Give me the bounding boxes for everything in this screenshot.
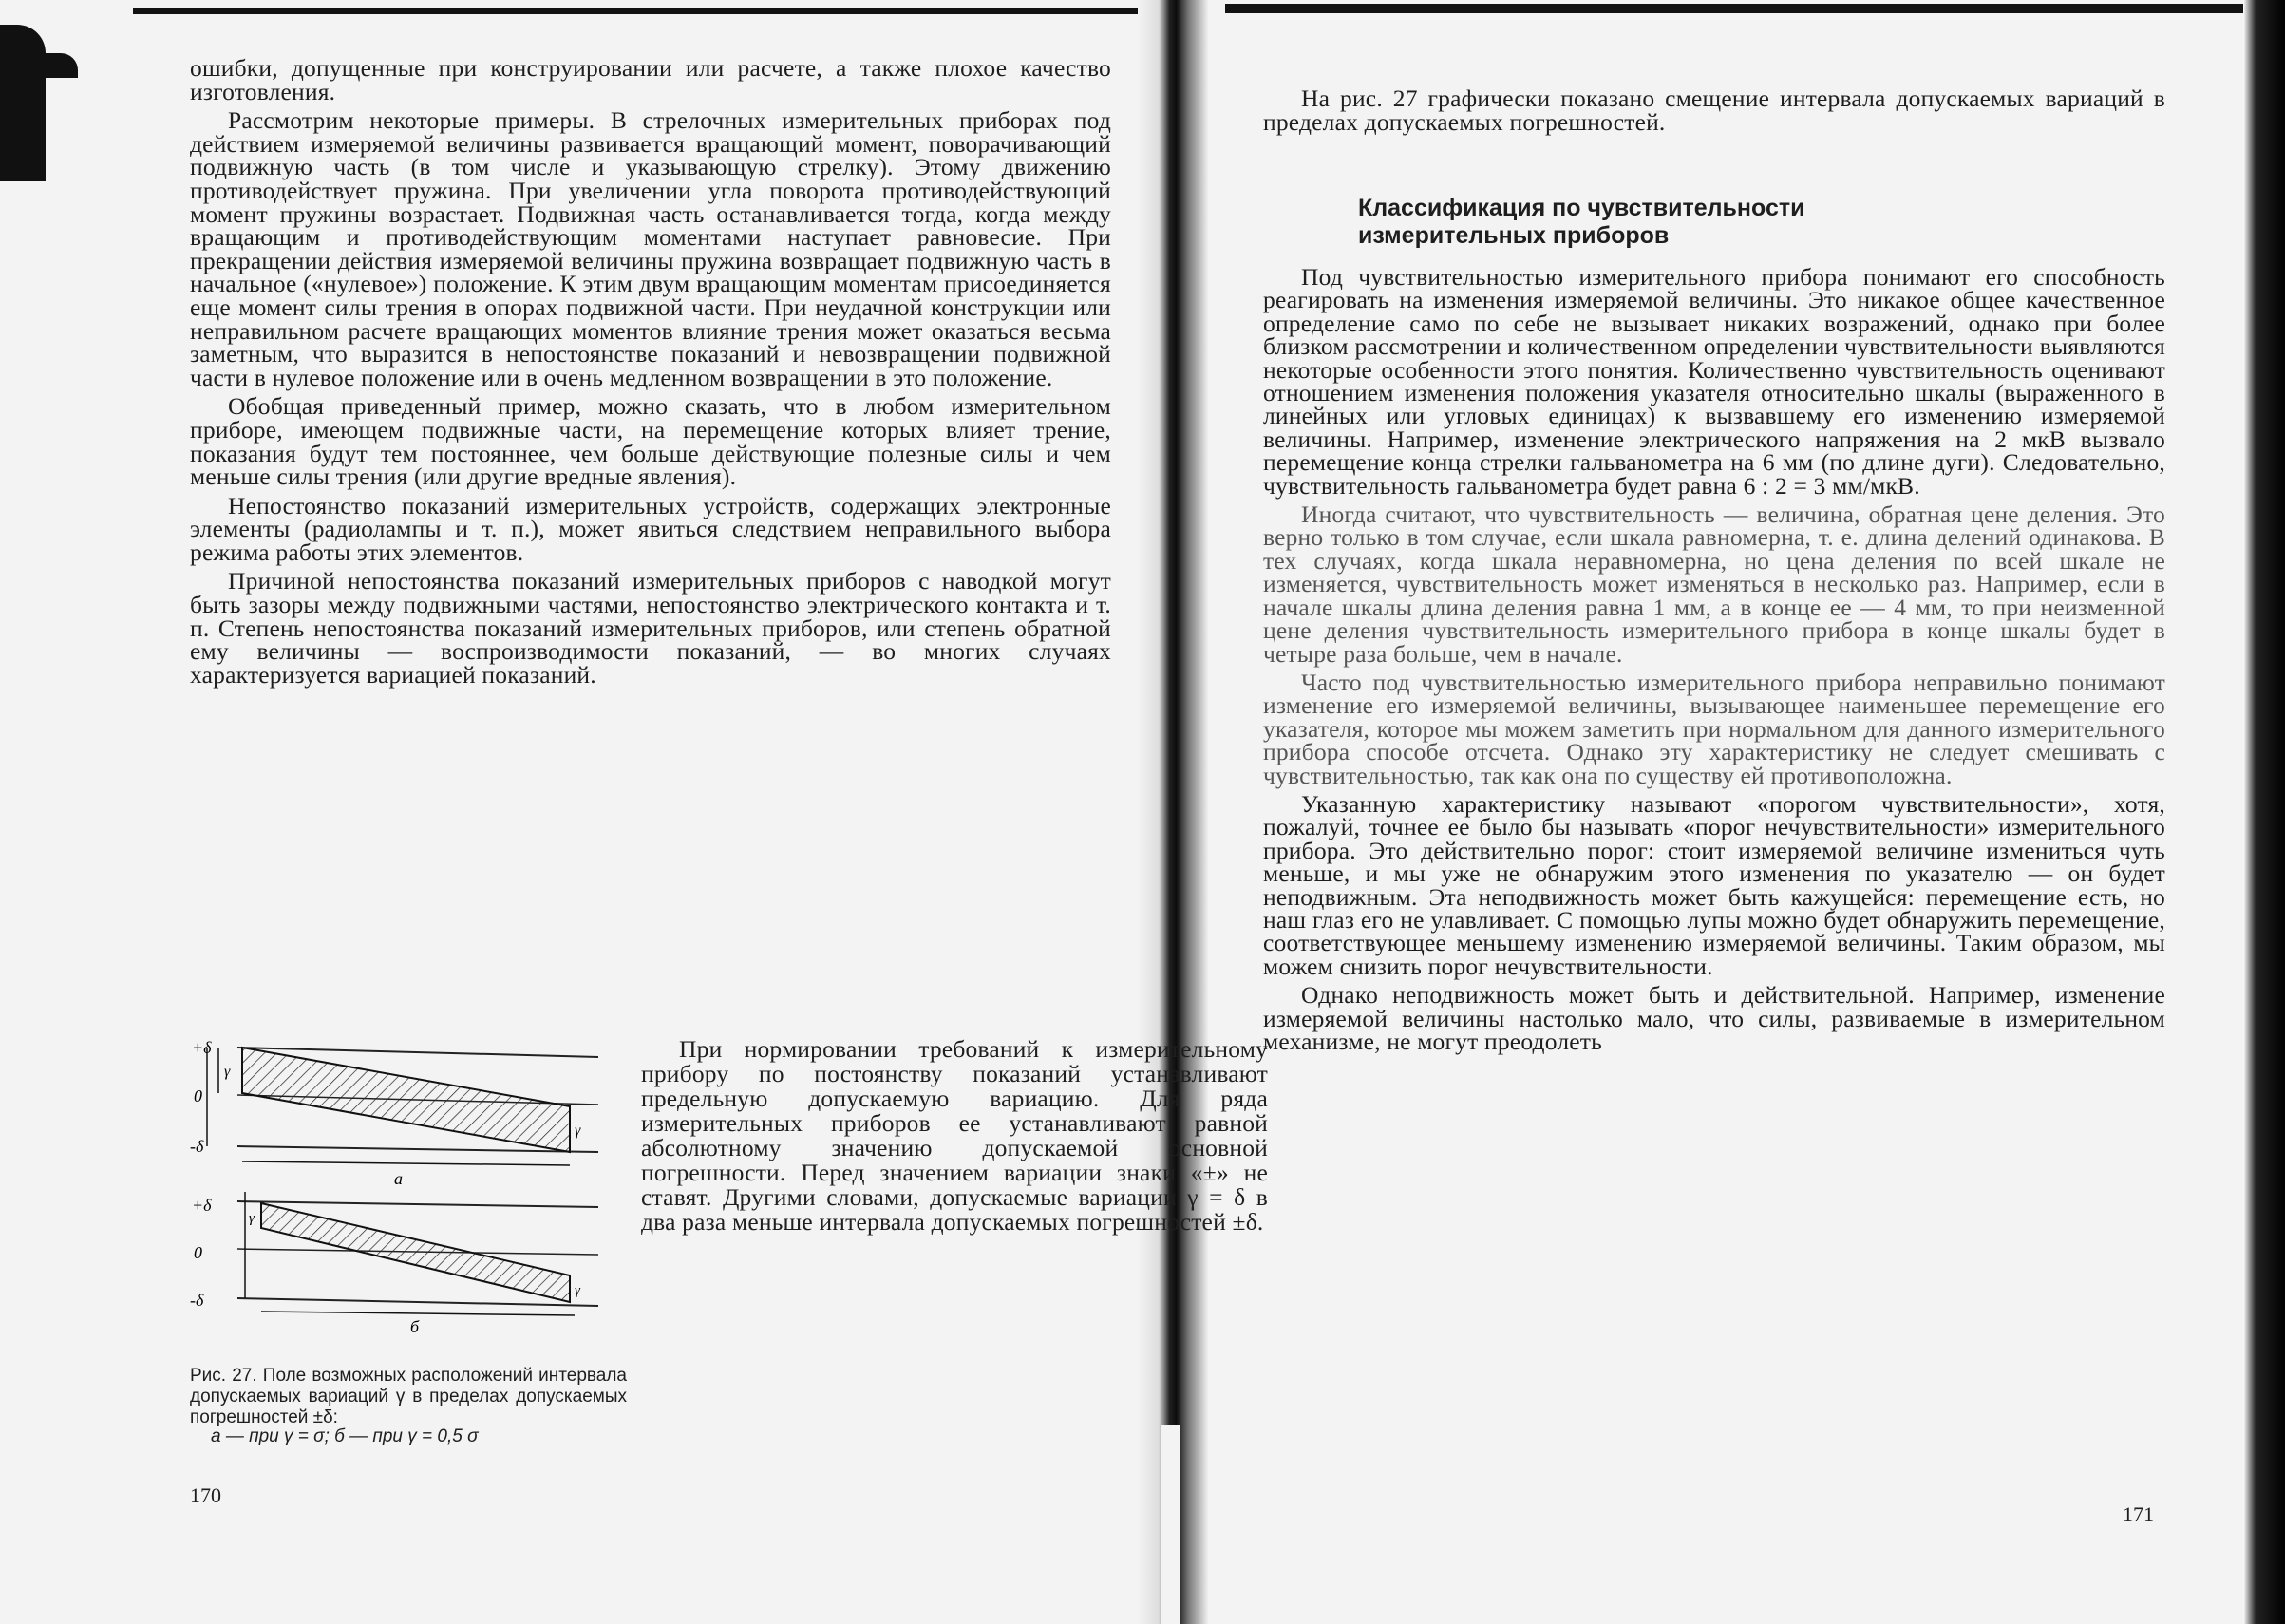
- paragraph: Непостоянство показаний измерительных устройств, содержащих электронные элементы (радиолампы и т. п.), может явиться следствием неправильного выбора режима работы этих элементов.: [190, 491, 1111, 566]
- label-gamma: γ: [575, 1123, 581, 1139]
- paragraph: Под чувствительностью измерительного прибора понимают его способность реагировать на изменения измеряемой величины. Это никакое общее качественное определение само по себе не вызывает никаких возражений, однако при более близком рассмотрении и количественном определении чувствительности выявляются некоторые особенности этого понятия. Количественно чувствительность оценивают отношением изменения положения указателя относительно шкалы (выраженного в линейных или угловых единицах) к вызвавшему его изменению измеряемой величины. Например, изменение электрического напряжения на 2 мкВ вызвало перемещение конца стрелки гальванометра на 6 мм (по длине дуги). Следовательно, чувствительность гальванометра будет равна 6 : 2 = 3 мм/мкВ.: [1263, 263, 2165, 500]
- paragraph: Рассмотрим некоторые примеры. В стрелочных измерительных приборах под действием измеряемой величины развивается вращающий момент, поворачивающий подвижную часть (в том числе и указывающую стрелку). Этому движению противодействует пружина. При увеличении угла поворота противодействующий момент пружины возрастает. Подвижная часть останавливается тогда, когда между вращающим и противодействующим моментами наступает равновесие. При прекращении действия измеряемой величины пружина возвращает подвижную часть в начальное («нулевое») положение. К этим двум вращающим моментам присоединяется еще момент силы трения в опорах подвижной части. При неудачной конструкции или неправильном расчете вращающих моментов влияние трения может оказаться весьма заметным, что выразится в непостоянстве показаний и невозвращении подвижной части в нулевое положение или в очень медленном возвращении в это положение.: [190, 106, 1111, 391]
- paragraph: Обобщая приведенный пример, можно сказать, что в любом измерительном приборе, имеющем подвижные части, на перемещение которых влияет трение, показания будут тем постояннее, чем больше действующие полезные силы и чем меньше силы трения (или другие вредные явления).: [190, 392, 1111, 491]
- label-a: а: [394, 1169, 403, 1188]
- label-b: б: [410, 1317, 420, 1336]
- scan-top-edge-right: [1225, 4, 2251, 13]
- right-page-body: [1263, 263, 2165, 1055]
- label-zero: 0: [194, 1243, 202, 1262]
- label-gamma: γ: [249, 1211, 255, 1226]
- label-gamma: γ: [224, 1064, 231, 1080]
- label-minus-delta: -δ: [190, 1137, 204, 1156]
- page-number: 171: [2123, 1502, 2154, 1526]
- figure-27-diagram: [190, 1030, 627, 1336]
- paragraph: Иногда считают, что чувствительность — величина, обратная цене деления. Это верно только в том случае, если шкала равномерна, т. е. длина делений одинакова. В тех случаях, когда шкала неравномерна, но цена деления по всей шкале не изменяется, чувствительность может изменяться в несколько раз. Например, если в начале шкалы длина деления равна 1 мм, а в конце ее — 4 мм, то при неизменной цене деления чувствительность измерительного прибора в конце шкалы будет в четыре раза больше, чем в начале.: [1263, 500, 2165, 668]
- label-minus-delta: -δ: [190, 1291, 204, 1310]
- paragraph: При нормировании требований к измерительному прибору по постоянству показаний устанавливают предельную допускаемую вариацию. Для ряда измерительных приборов ее устанавливают равной абсолютному значению допускаемой основной погрешности. Перед значением вариации знаки «±» не ставят. Другими словами, допускаемые вариации γ = δ в два раза меньше интервала допускаемых погрешностей ±δ.: [641, 1035, 1268, 1236]
- side-text: [641, 1037, 1268, 1235]
- scan-right-edge: [2243, 0, 2285, 1624]
- label-gamma: γ: [575, 1283, 580, 1298]
- left-page-body: [190, 54, 1111, 689]
- paragraph: На рис. 27 графически показано смещение интервала допускаемых вариаций в пределах допускаемых погрешностей.: [1263, 85, 2165, 136]
- scan-top-edge-left: [133, 8, 1159, 14]
- label-zero: 0: [194, 1086, 202, 1105]
- heading-line: Классификация по чувствительности: [1358, 195, 1805, 221]
- figure-caption: Рис. 27. Поле возможных расположений интервала допускаемых вариаций γ в пределах допускаемых погрешностей ±δ:: [190, 1366, 627, 1427]
- paragraph: Причиной непостоянства показаний измерительных приборов с наводкой могут быть зазоры между подвижными частями, непостоянство электрического контакта и т. п. Степень непостоянства показаний измерительных приборов, или степень обратной ему величины — воспроизводимости показаний, — во многих случаях характеризуется вариацией показаний.: [190, 567, 1111, 689]
- page-number: 170: [190, 1483, 221, 1507]
- paragraph: Часто под чувствительностью измерительного прибора неправильно понимают изменение его измеряемой величины, вызывающее наименьшее перемещение его указателя, которое мы можем заметить при нормальном для данного измерительного прибора способе отсчета. Однако эту характеристику не следует смешивать с чувствительностью, так как она по существу ей противоположна.: [1263, 668, 2165, 789]
- figure-caption-legend: а — при γ = σ; б — при γ = 0,5 σ: [211, 1426, 479, 1446]
- right-intro: [1263, 87, 2165, 134]
- book-spine: [1138, 0, 1208, 1624]
- label-plus-delta: +δ: [192, 1038, 212, 1057]
- paragraph: Однако неподвижность может быть и действительной. Например, изменение измеряемой величины настолько мало, что силы, развиваемые в измерительном механизме, не могут преодолеть: [1263, 981, 2165, 1055]
- paragraph: Указанную характеристику называют «порогом чувствительности», хотя, пожалуй, точнее ее было бы называть «порог нечувствительности» измерительного прибора. Это действительно порог: стоит измеряемой величине измениться чуть меньше, и мы уже не обнаружим этого изменения по указателю — он будет неподвижным. Эта неподвижность может быть кажущейся: перемещение есть, но наш глаз его не улавливает. С помощью лупы можно будет обнаружить перемещение, соответствующее меньшему изменению измеряемой величины. Таким образом, мы можем снизить порог нечувствительности.: [1263, 789, 2165, 980]
- section-heading: [1358, 195, 1890, 250]
- label-plus-delta: +δ: [192, 1196, 212, 1215]
- scan-corner-artifact: [0, 25, 46, 181]
- paragraph: ошибки, допущенные при конструировании или расчете, а также плохое качество изготовления.: [190, 54, 1111, 105]
- spine-gap: [1161, 1425, 1180, 1624]
- heading-line: измерительных приборов: [1358, 222, 1670, 249]
